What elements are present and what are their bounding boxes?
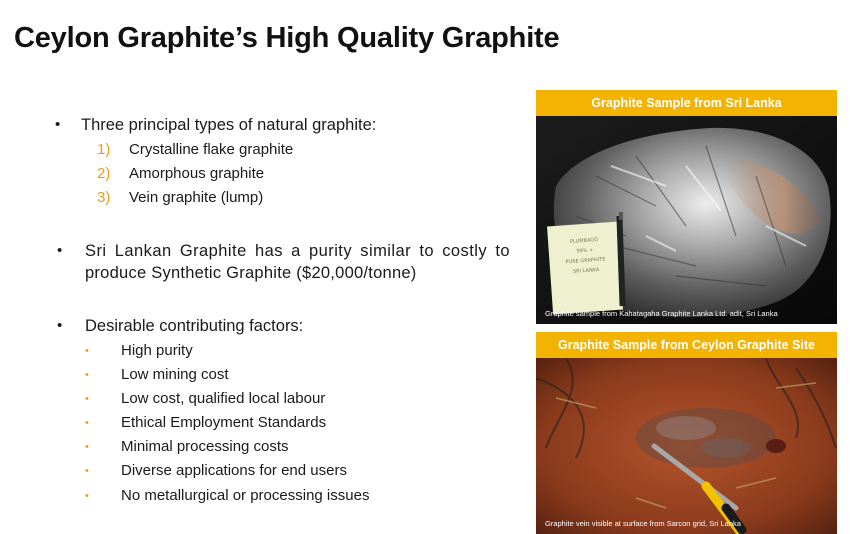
list-bullet: • xyxy=(85,369,89,381)
bullet-text: Sri Lankan Graphite has a purity similar to costly to xyxy=(85,242,510,260)
label-card-text: 99% + xyxy=(576,247,594,255)
bullet-text: Three principal types of natural graphite: xyxy=(81,116,377,134)
list-bullet: • xyxy=(85,345,89,357)
bullet-item xyxy=(55,114,377,136)
photo-panel-sri-lanka xyxy=(536,90,837,324)
list-number: 1) xyxy=(97,141,111,158)
photo-caption: Graphite vein visible at surface from Sarcon grid, Sri Lanka xyxy=(545,519,741,528)
bullet-dot: • xyxy=(55,116,61,133)
list-bullet: • xyxy=(85,465,89,477)
soil-vein-image xyxy=(536,358,837,534)
graphite-rock-image xyxy=(536,116,837,324)
list-text: Ethical Employment Standards xyxy=(121,414,327,431)
list-number: 3) xyxy=(97,189,111,206)
photo-panel-ceylon-site xyxy=(536,332,837,534)
list-bullet: • xyxy=(85,441,89,453)
panel-header: Graphite Sample from Ceylon Graphite Site xyxy=(536,332,837,358)
list-text: Diverse applications for end users xyxy=(121,462,347,479)
list-item xyxy=(85,461,347,481)
label-card-text: PURE GRAPHITE xyxy=(565,256,606,266)
list-text: Amorphous graphite xyxy=(129,165,265,182)
list-text: Crystalline flake graphite xyxy=(129,141,294,158)
list-item xyxy=(97,188,264,208)
bullet-text: produce Synthetic Graphite ($20,000/tonne) xyxy=(85,264,417,282)
graphite-sample-photo xyxy=(536,116,837,324)
bullet-item xyxy=(57,240,510,284)
list-text: No metallurgical or processing issues xyxy=(121,487,370,504)
list-number: 2) xyxy=(97,165,111,182)
list-item xyxy=(97,140,294,160)
bullet-dot: • xyxy=(57,317,63,334)
list-item xyxy=(97,164,265,184)
list-text: Low mining cost xyxy=(121,366,229,383)
list-bullet: • xyxy=(85,417,89,429)
list-text: High purity xyxy=(121,342,193,359)
bullet-dot: • xyxy=(57,242,63,259)
list-text: Low cost, qualified local labour xyxy=(121,390,326,407)
page-title: Ceylon Graphite’s High Quality Graphite xyxy=(14,22,560,54)
list-bullet: • xyxy=(85,393,89,405)
list-item xyxy=(85,437,289,457)
bullet-text: Desirable contributing factors: xyxy=(85,317,304,335)
list-item xyxy=(85,341,193,361)
graphite-vein-photo xyxy=(536,358,837,534)
bullet-item xyxy=(57,315,304,337)
list-item xyxy=(85,389,326,409)
list-text: Minimal processing costs xyxy=(121,438,289,455)
list-item xyxy=(85,413,327,433)
panel-header: Graphite Sample from Sri Lanka xyxy=(536,90,837,116)
label-card-text: PLUMBAGO xyxy=(569,237,599,245)
list-item xyxy=(85,486,370,506)
photo-caption: Graphite sample from Kahatagaha Graphite Lanka Ltd. adit, Sri Lanka xyxy=(545,309,778,318)
list-bullet: • xyxy=(85,490,89,502)
list-text: Vein graphite (lump) xyxy=(129,189,264,206)
list-item xyxy=(85,365,229,385)
label-card-text: SRI LANKA xyxy=(572,267,600,275)
